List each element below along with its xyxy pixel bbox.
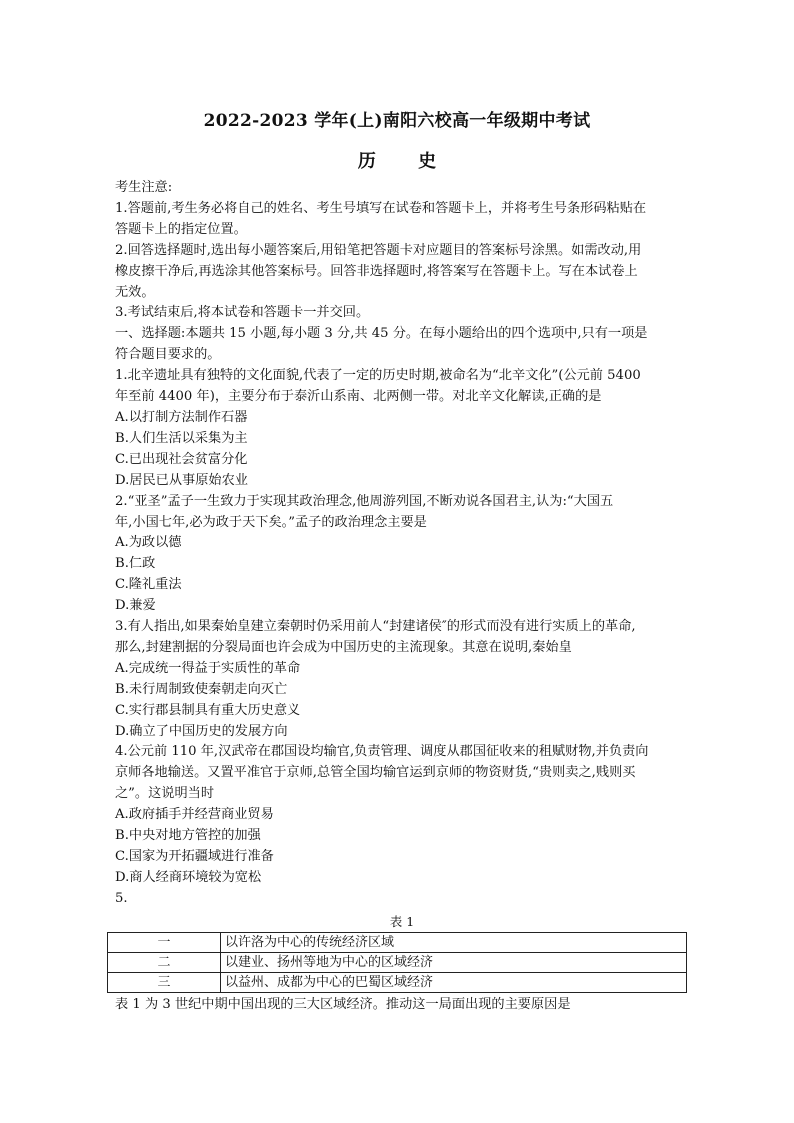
text-line: 无效。 <box>115 284 155 300</box>
table-cell-number: 二 <box>108 952 221 972</box>
table-cell-number: 一 <box>108 932 221 952</box>
text-line: D.商人经商环境较为宽松 <box>115 869 262 885</box>
text-line: 符合题目要求的。 <box>115 347 221 363</box>
text-line: 3.考试结束后,将本试卷和答题卡一并交回。 <box>115 305 370 321</box>
text-line: 4.公元前 110 年,汉武帝在郡国设均输官,负责管理、调度从郡国征收来的租赋财物,并负责向 <box>115 744 649 760</box>
exam-content <box>115 178 689 1016</box>
text-line: C.隆礼重法 <box>115 577 182 593</box>
table-row <box>108 952 687 972</box>
subject-title: 历 史 <box>357 151 455 172</box>
text-line: 2.“亚圣”孟子一生致力于实现其政治理念,他周游列国,不断劝说各国君主,认为:“大国五 <box>115 493 614 509</box>
table-row <box>108 932 687 952</box>
text-line: 5. <box>115 890 128 906</box>
text-line: 之”。这说明当时 <box>115 786 215 802</box>
text-line: 一、选择题:本题共 15 小题,每小题 3 分,共 45 分。在每小题给出的四个选项中,只有一项是 <box>115 326 648 342</box>
text-line: D.兼爱 <box>115 598 156 614</box>
text-line: 1.答题前,考生务必将自己的姓名、考生号填写在试卷和答题卡上，并将考生号条形码粘贴在 <box>115 200 647 216</box>
text-line: D.居民已从事原始农业 <box>115 472 248 488</box>
text-line: A.政府插手并经营商业贸易 <box>115 807 274 823</box>
text-line: 3.有人指出,如果秦始皇建立秦朝时仍采用前人“封建诸侯″的形式而没有进行实质上的革命, <box>115 619 636 635</box>
text-line: 答题卡上的指定位置。 <box>115 221 247 237</box>
text-line: A.以打制方法制作石器 <box>115 409 248 425</box>
text-line: B.人们生活以采集为主 <box>115 430 248 446</box>
text-line: A.完成统一得益于实质性的革命 <box>115 660 301 676</box>
text-line: 年至前 4400 年)，主要分布于泰沂山系南、北两侧一带。对北辛文化解读,正确的是 <box>115 389 602 405</box>
table-cell-number: 三 <box>108 972 221 992</box>
table-cell-text: 以益州、成都为中心的巴蜀区域经济 <box>221 972 687 992</box>
question-5-stem: 表 1 为 3 世纪中期中国出现的三大区域经济。推动这一局面出现的主要原因是 <box>115 996 571 1012</box>
exam-title: 2022-2023 学年(上)南阳六校高一年级期中考试 <box>203 111 591 131</box>
text-line: B.未行周制致使秦朝走向灭亡 <box>115 681 288 697</box>
text-line: C.国家为开拓疆域进行准备 <box>115 849 274 864</box>
text-line: B.仁政 <box>115 556 156 572</box>
text-line: 京师各地输送。又置平准官于京师,总管全国均输官运到京师的物资财货,“贵则卖之,贱则买 <box>115 765 636 781</box>
table-row <box>108 972 687 992</box>
text-line: B.中央对地方管控的加强 <box>115 828 261 844</box>
text-line: 考生注意: <box>115 180 173 195</box>
text-line: 2.回答选择题时,选出每小题答案后,用铅笔把答题卡对应题目的答案标号涂黑。如需改动,用 <box>115 242 642 258</box>
text-line: 1.北辛遗址具有独特的文化面貌,代表了一定的历史时期,被命名为“北辛文化”(公元前 5400 <box>115 368 641 384</box>
text-line: 橡皮擦干净后,再选涂其他答案标号。回答非选择题时,将答案写在答题卡上。写在本试卷上 <box>115 263 638 279</box>
economy-table <box>107 932 687 993</box>
text-line: C.实行郡县制具有重大历史意义 <box>115 702 301 718</box>
text-line: A.为政以德 <box>115 535 182 551</box>
table-cell-text: 以建业、扬州等地为中心的区域经济 <box>221 952 687 972</box>
table-caption: 表 1 <box>389 913 415 929</box>
table-cell-text: 以许洛为中心的传统经济区域 <box>221 932 687 952</box>
text-lines <box>115 178 689 910</box>
text-line: 那么,封建割据的分裂局面也许会成为中国历史的主流现象。其意在说明,秦始皇 <box>115 639 572 655</box>
text-line: C.已出现社会贫富分化 <box>115 451 248 467</box>
text-line: 年,小国七年,必为政于天下矣。”孟子的政治理念主要是 <box>115 514 427 530</box>
text-line: D.确立了中国历史的发展方向 <box>115 723 288 739</box>
